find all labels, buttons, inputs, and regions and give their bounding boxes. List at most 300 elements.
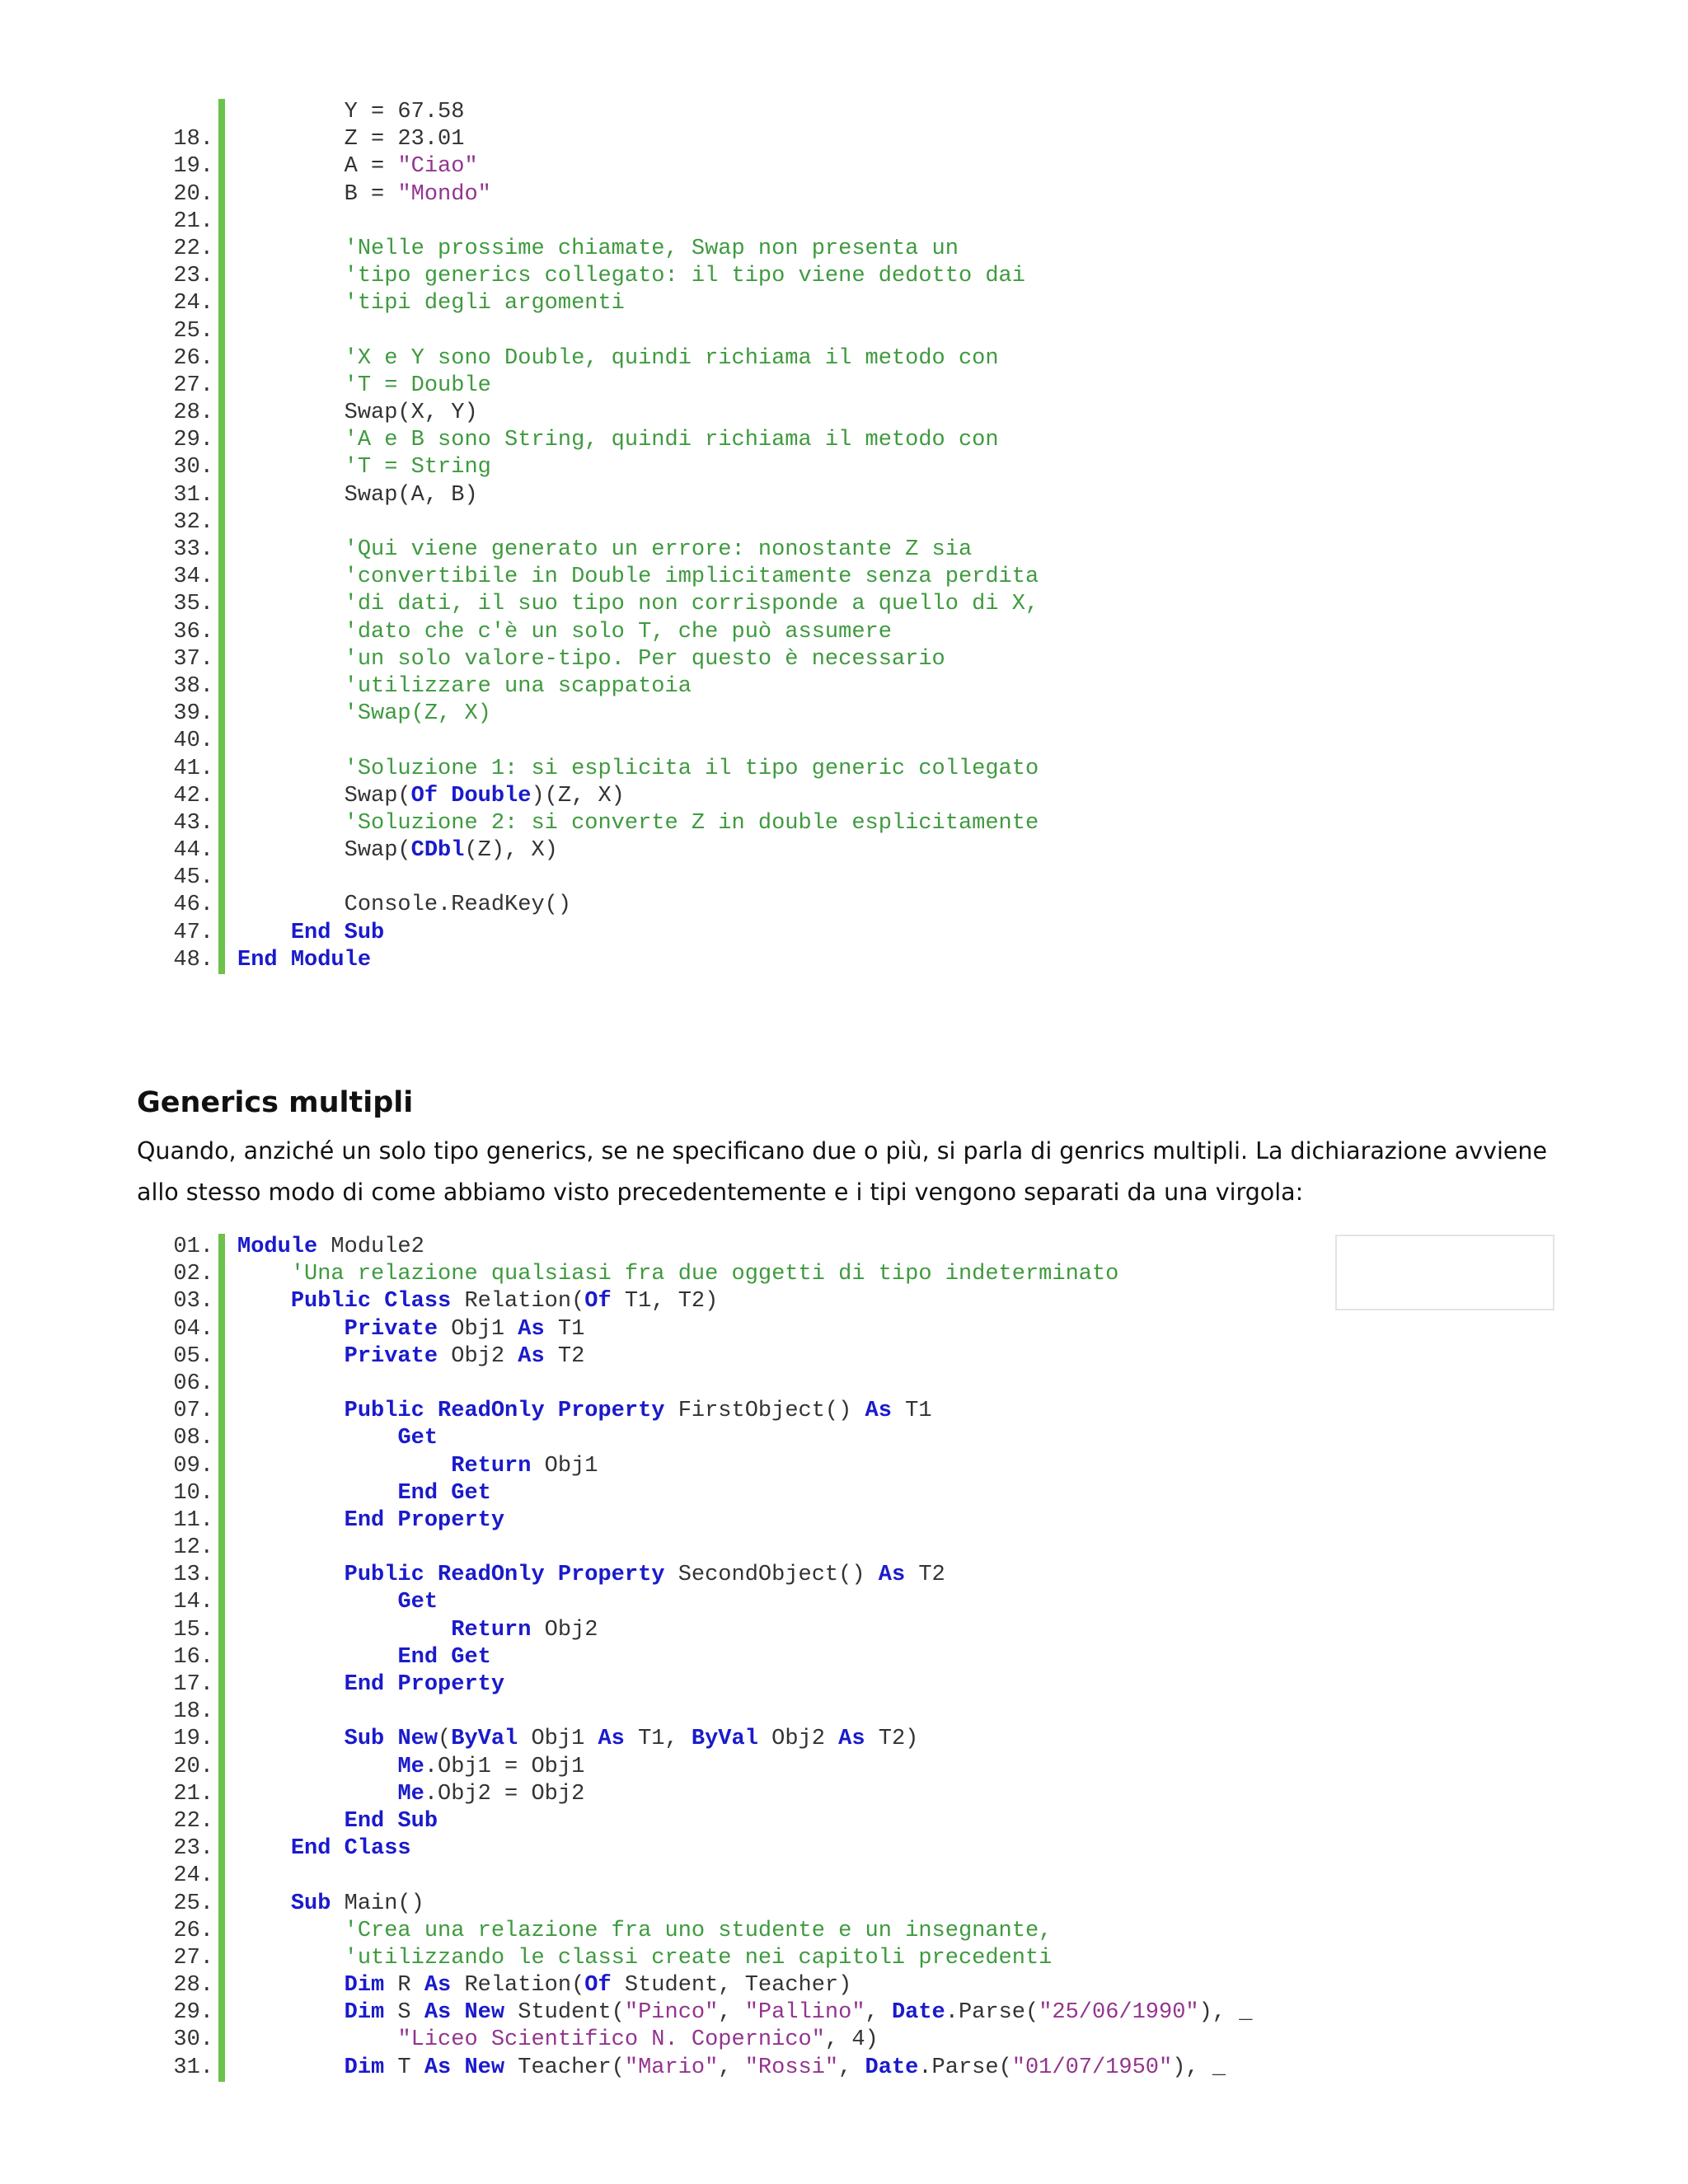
code-token: Module2 xyxy=(317,1235,424,1259)
code-keyword: ReadOnly xyxy=(438,1399,545,1424)
code-text xyxy=(237,1835,411,1863)
code-token xyxy=(237,1317,345,1342)
code-token xyxy=(237,237,345,261)
line-number: 09. xyxy=(173,1453,213,1479)
gutter-bar xyxy=(218,345,225,373)
code-line xyxy=(0,591,1688,618)
line-number: 34. xyxy=(173,565,213,590)
code-keyword: End xyxy=(237,947,278,972)
code-text xyxy=(237,646,945,673)
code-token xyxy=(237,620,345,644)
code-line xyxy=(0,454,1688,481)
code-keyword: Class xyxy=(384,1289,452,1315)
gutter-bar xyxy=(218,1507,225,1535)
code-keyword: Public xyxy=(344,1399,424,1424)
code-line xyxy=(0,1754,1688,1781)
code-token xyxy=(237,264,345,288)
code-keyword: Me xyxy=(397,1781,424,1807)
line-number: 20. xyxy=(173,181,213,207)
code-comment: 'Una relazione qualsiasi fra due oggetti di tipo indeterminato xyxy=(290,1262,1119,1287)
code-line xyxy=(0,290,1688,317)
code-text xyxy=(237,1617,598,1644)
code-text xyxy=(237,263,1025,290)
section-paragraph: Quando, anziché un solo tipo generics, se ne specificano due o più, si parla di genrics multipli. La dichiarazione avviene allo stesso modo di come abbiamo visto precedentemente e i tipi vengono separati da una virgola: xyxy=(137,1137,1548,1206)
code-token: T1, xyxy=(624,1727,692,1752)
code-text xyxy=(237,701,491,728)
gutter-bar xyxy=(218,1835,225,1863)
code-token xyxy=(237,1891,291,1916)
code-block-relation-example xyxy=(0,1234,1688,2082)
line-number: 24. xyxy=(173,291,213,316)
line-number: 29. xyxy=(173,428,213,453)
gutter-bar xyxy=(218,564,225,591)
code-token xyxy=(237,811,345,836)
gutter-bar xyxy=(218,236,225,263)
code-text xyxy=(237,1234,424,1261)
code-token xyxy=(237,1426,397,1451)
code-token: ), _ xyxy=(1198,2000,1253,2026)
code-text xyxy=(237,290,625,317)
gutter-bar xyxy=(218,1945,225,1972)
code-string: "01/07/1950" xyxy=(1011,2055,1173,2080)
code-text xyxy=(237,920,384,947)
code-line xyxy=(0,482,1688,509)
gutter-bar xyxy=(218,1535,225,1562)
code-token: , xyxy=(718,2055,745,2080)
gutter-bar xyxy=(218,509,225,537)
code-token: Relation( xyxy=(451,1289,585,1315)
code-token xyxy=(237,592,345,616)
code-keyword: Property xyxy=(557,1563,665,1588)
code-text xyxy=(237,454,491,481)
code-token: B = xyxy=(237,181,398,207)
code-token xyxy=(237,1289,291,1314)
code-keyword: As xyxy=(424,1973,452,1999)
code-token xyxy=(384,1508,397,1533)
code-keyword: Get xyxy=(397,1426,438,1451)
code-keyword: Double xyxy=(451,783,532,808)
code-line xyxy=(0,126,1688,153)
gutter-bar xyxy=(218,318,225,345)
code-line xyxy=(0,783,1688,810)
code-token xyxy=(237,1782,397,1807)
line-number: 29. xyxy=(173,2000,213,2026)
code-text xyxy=(237,1589,438,1616)
code-string: "Rossi" xyxy=(744,2055,839,2080)
code-token xyxy=(237,1672,345,1697)
code-line xyxy=(0,619,1688,646)
gutter-bar xyxy=(218,400,225,427)
line-number: 03. xyxy=(173,1289,213,1315)
code-keyword: New xyxy=(464,2000,505,2026)
code-line xyxy=(0,1918,1688,1945)
code-keyword: Public xyxy=(344,1563,424,1588)
code-token: .Parse( xyxy=(918,2055,1012,2080)
code-token: .Parse( xyxy=(945,2000,1039,2026)
code-keyword: End xyxy=(290,1836,331,1862)
code-line xyxy=(0,1589,1688,1616)
code-line xyxy=(0,1808,1688,1835)
code-keyword: CDbl xyxy=(410,838,465,864)
gutter-bar xyxy=(218,619,225,646)
code-keyword: Property xyxy=(557,1399,665,1424)
code-text xyxy=(237,1945,1052,1972)
code-line xyxy=(0,865,1688,892)
code-line xyxy=(0,892,1688,919)
code-token xyxy=(278,948,291,972)
code-text xyxy=(237,1918,1052,1945)
gutter-bar xyxy=(218,290,225,317)
line-number: 41. xyxy=(173,756,213,781)
code-text xyxy=(237,2055,1226,2082)
code-keyword: Sub xyxy=(290,1891,331,1916)
code-token: Swap(A, B) xyxy=(237,482,478,508)
gutter-bar xyxy=(218,99,225,126)
code-token xyxy=(237,1399,345,1423)
code-keyword: Sub xyxy=(344,1727,385,1752)
code-keyword: Property xyxy=(397,1507,505,1533)
gutter-bar xyxy=(218,1918,225,1945)
code-line xyxy=(0,920,1688,947)
code-string: "Pinco" xyxy=(624,2000,719,2026)
code-token xyxy=(237,373,345,398)
code-token xyxy=(237,701,345,726)
line-number: 36. xyxy=(173,619,213,644)
code-keyword: As xyxy=(518,1316,545,1342)
code-string: "Mondo" xyxy=(397,181,491,207)
code-token xyxy=(237,565,345,589)
code-keyword: As xyxy=(424,2055,452,2080)
code-keyword: ReadOnly xyxy=(438,1563,545,1588)
code-line xyxy=(0,1891,1688,1918)
code-token xyxy=(237,1645,397,1670)
gutter-bar xyxy=(218,892,225,919)
code-text xyxy=(237,236,959,263)
code-keyword: Get xyxy=(451,1644,491,1670)
code-line xyxy=(0,1999,1688,2027)
code-text xyxy=(237,1754,584,1781)
code-text xyxy=(237,1726,918,1753)
code-comment: 'utilizzare una scappatoia xyxy=(344,673,692,699)
code-line xyxy=(0,1835,1688,1863)
code-token xyxy=(237,1755,397,1779)
code-token: T2 xyxy=(905,1563,945,1588)
code-text xyxy=(237,99,464,126)
code-token: Obj2 xyxy=(438,1343,518,1369)
code-token xyxy=(237,1454,451,1479)
code-keyword: Module xyxy=(290,947,372,972)
code-keyword: End xyxy=(290,920,331,945)
code-token: , xyxy=(865,2000,892,2026)
empty-side-box xyxy=(1335,1235,1554,1310)
code-keyword: ByVal xyxy=(691,1727,758,1752)
code-comment: 'dato che c'è un solo T, che può assumere xyxy=(344,619,892,644)
line-number: 05. xyxy=(173,1343,213,1369)
line-number: 47. xyxy=(173,920,213,945)
code-text xyxy=(237,482,478,509)
code-line xyxy=(0,1480,1688,1507)
code-comment: 'Swap(Z, X) xyxy=(344,701,491,727)
code-text xyxy=(237,1425,438,1452)
code-keyword: End xyxy=(344,1808,385,1834)
gutter-bar xyxy=(218,1726,225,1753)
gutter-bar xyxy=(218,454,225,481)
code-token: Relation( xyxy=(451,1973,585,1999)
line-number: 25. xyxy=(173,318,213,344)
line-number: 30. xyxy=(173,2027,213,2053)
code-token xyxy=(438,1481,451,1506)
code-token: T1 xyxy=(544,1316,585,1342)
line-number: 11. xyxy=(173,1507,213,1533)
line-number: 21. xyxy=(173,1781,213,1807)
gutter-bar xyxy=(218,1371,225,1398)
gutter-bar xyxy=(218,209,225,236)
line-number: 43. xyxy=(173,810,213,836)
line-number: 30. xyxy=(173,455,213,480)
code-comment: 'Soluzione 1: si esplicita il tipo generic collegato xyxy=(344,756,1039,781)
code-string: "25/06/1990" xyxy=(1039,2000,1199,2026)
code-token: T2 xyxy=(544,1343,585,1369)
code-keyword: New xyxy=(397,1727,438,1752)
line-number: 27. xyxy=(173,1945,213,1971)
code-token xyxy=(384,1809,397,1834)
code-keyword: End xyxy=(397,1480,438,1506)
code-token: R xyxy=(384,1973,424,1999)
line-number: 26. xyxy=(173,1918,213,1943)
code-token: Z = 23.01 xyxy=(237,127,465,152)
code-line xyxy=(0,537,1688,564)
code-token xyxy=(237,1344,345,1369)
code-line xyxy=(0,1671,1688,1699)
gutter-bar xyxy=(218,701,225,728)
code-text xyxy=(237,564,1039,591)
code-token xyxy=(237,1262,291,1286)
code-text xyxy=(237,1343,584,1371)
code-token: (Z), X) xyxy=(464,838,558,864)
code-token: )(Z, X) xyxy=(531,783,625,808)
code-line xyxy=(0,701,1688,728)
code-keyword: As xyxy=(424,2000,452,2026)
gutter-bar xyxy=(218,1343,225,1371)
gutter-bar xyxy=(218,263,225,290)
code-line xyxy=(0,1781,1688,1808)
code-keyword: As xyxy=(598,1727,625,1752)
gutter-bar xyxy=(218,1644,225,1671)
code-token xyxy=(237,757,345,781)
code-text xyxy=(237,1398,932,1425)
gutter-bar xyxy=(218,591,225,618)
line-number: 16. xyxy=(173,1644,213,1670)
code-line xyxy=(0,837,1688,865)
code-token: T1 xyxy=(891,1399,932,1424)
code-line xyxy=(0,345,1688,373)
line-number: 23. xyxy=(173,264,213,289)
code-token xyxy=(371,1289,384,1314)
code-line xyxy=(0,236,1688,263)
line-number: 46. xyxy=(173,893,213,918)
code-line xyxy=(0,1425,1688,1452)
code-token xyxy=(237,2000,345,2025)
code-token xyxy=(384,1727,397,1751)
code-token xyxy=(237,455,345,480)
line-number: 14. xyxy=(173,1590,213,1615)
code-token xyxy=(237,537,345,562)
code-token xyxy=(237,1590,397,1615)
code-keyword: Class xyxy=(344,1836,411,1862)
code-token: Y = 67.58 xyxy=(237,100,465,124)
line-number: 17. xyxy=(173,1672,213,1697)
code-text xyxy=(237,181,491,209)
code-token: Swap( xyxy=(237,783,411,808)
code-token xyxy=(331,921,344,945)
code-line xyxy=(0,947,1688,974)
code-keyword: Get xyxy=(397,1590,438,1615)
code-line xyxy=(0,1617,1688,1644)
code-comment: 'T = String xyxy=(344,455,491,480)
code-token xyxy=(237,1481,397,1506)
code-line xyxy=(0,673,1688,701)
gutter-bar xyxy=(218,1234,225,1261)
code-keyword: Get xyxy=(451,1480,491,1506)
gutter-bar xyxy=(218,1480,225,1507)
gutter-bar xyxy=(218,537,225,564)
code-keyword: As xyxy=(838,1727,865,1752)
code-line xyxy=(0,427,1688,454)
code-token xyxy=(451,2055,464,2080)
code-token xyxy=(438,1645,451,1670)
line-number: 45. xyxy=(173,865,213,891)
code-line xyxy=(0,263,1688,290)
line-number: 20. xyxy=(173,1754,213,1779)
code-comment: 'A e B sono String, quindi richiama il metodo con xyxy=(344,428,999,453)
code-keyword: Public xyxy=(290,1289,372,1315)
code-line xyxy=(0,1316,1688,1343)
code-token xyxy=(237,1973,345,1998)
code-line xyxy=(0,1398,1688,1425)
code-token xyxy=(237,674,345,699)
code-text xyxy=(237,373,491,400)
line-number: 38. xyxy=(173,673,213,699)
code-keyword: Date xyxy=(891,2000,945,2026)
code-token xyxy=(237,1508,345,1533)
code-text xyxy=(237,537,972,564)
gutter-bar xyxy=(218,1863,225,1890)
code-token: Student( xyxy=(504,2000,625,2026)
code-comment: 'Crea una relazione fra uno studente e un insegnante, xyxy=(344,1918,1053,1943)
section-heading: Generics multipli xyxy=(137,1086,414,1119)
line-number: 44. xyxy=(173,838,213,864)
code-line xyxy=(0,1945,1688,1972)
code-keyword: Sub xyxy=(397,1808,438,1834)
code-comment: 'di dati, il suo tipo non corrisponde a quello di X, xyxy=(344,592,1039,617)
gutter-bar xyxy=(218,1808,225,1835)
code-text xyxy=(237,619,892,646)
code-line xyxy=(0,1507,1688,1535)
code-text xyxy=(237,427,999,454)
code-text xyxy=(237,153,478,180)
code-line xyxy=(0,209,1688,236)
line-number: 13. xyxy=(173,1563,213,1588)
gutter-bar xyxy=(218,783,225,810)
code-keyword: End xyxy=(344,1507,385,1533)
code-string: "Ciao" xyxy=(397,154,478,180)
line-number: 02. xyxy=(173,1262,213,1287)
line-number: 12. xyxy=(173,1535,213,1561)
code-token xyxy=(237,1946,345,1971)
code-text xyxy=(237,1891,424,1918)
gutter-bar xyxy=(218,1781,225,1808)
code-line xyxy=(0,2055,1688,2082)
code-text xyxy=(237,1316,584,1343)
code-keyword: Return xyxy=(451,1453,532,1479)
code-line xyxy=(0,2027,1688,2054)
gutter-bar xyxy=(218,1972,225,1999)
code-token: Swap( xyxy=(237,838,411,864)
code-block-swap-example xyxy=(0,99,1688,974)
code-keyword: Of xyxy=(584,1973,612,1999)
code-token xyxy=(237,647,345,672)
code-token: Console.ReadKey() xyxy=(237,893,572,918)
gutter-bar xyxy=(218,865,225,892)
line-number: 22. xyxy=(173,1808,213,1834)
code-token: , xyxy=(838,2055,865,2080)
gutter-bar xyxy=(218,673,225,701)
code-line xyxy=(0,1343,1688,1371)
code-token xyxy=(237,2055,345,2080)
code-line xyxy=(0,1371,1688,1398)
line-number: 31. xyxy=(173,2055,213,2080)
code-keyword: Private xyxy=(344,1316,438,1342)
code-token: ( xyxy=(438,1727,452,1752)
gutter-bar xyxy=(218,1617,225,1644)
gutter-bar xyxy=(218,1288,225,1315)
code-text xyxy=(237,1261,1118,1288)
code-keyword: As xyxy=(518,1343,545,1369)
code-text xyxy=(237,1480,491,1507)
code-text xyxy=(237,756,1039,783)
code-token: T2) xyxy=(865,1727,919,1752)
code-comment: 'convertibile in Double implicitamente senza perdita xyxy=(344,565,1039,590)
code-token xyxy=(237,291,345,316)
code-text xyxy=(237,1671,504,1699)
gutter-bar xyxy=(218,153,225,180)
code-comment: 'T = Double xyxy=(344,373,491,398)
code-token: Student, Teacher) xyxy=(611,1973,852,1999)
code-line xyxy=(0,509,1688,537)
gutter-bar xyxy=(218,1891,225,1918)
code-comment: 'Qui viene generato un errore: nonostante Z sia xyxy=(344,537,973,562)
code-token: .Obj2 = Obj2 xyxy=(424,1781,585,1807)
code-comment: 'un solo valore-tipo. Per questo è necessario xyxy=(344,646,945,672)
code-text xyxy=(237,673,692,701)
code-token: SecondObject() xyxy=(664,1563,879,1588)
code-comment: 'tipi degli argomenti xyxy=(344,291,625,316)
code-keyword: End xyxy=(397,1644,438,1670)
line-number: 35. xyxy=(173,592,213,617)
code-keyword: Me xyxy=(397,1754,424,1779)
code-token xyxy=(237,1809,345,1834)
line-number: 33. xyxy=(173,537,213,562)
line-number: 23. xyxy=(173,1836,213,1862)
line-number: 31. xyxy=(173,482,213,508)
code-token xyxy=(424,1399,438,1423)
gutter-bar xyxy=(218,1398,225,1425)
code-text xyxy=(237,1808,438,1835)
code-text xyxy=(237,591,1039,618)
line-number: 22. xyxy=(173,236,213,261)
gutter-bar xyxy=(218,2055,225,2082)
code-token: , 4) xyxy=(824,2027,879,2053)
